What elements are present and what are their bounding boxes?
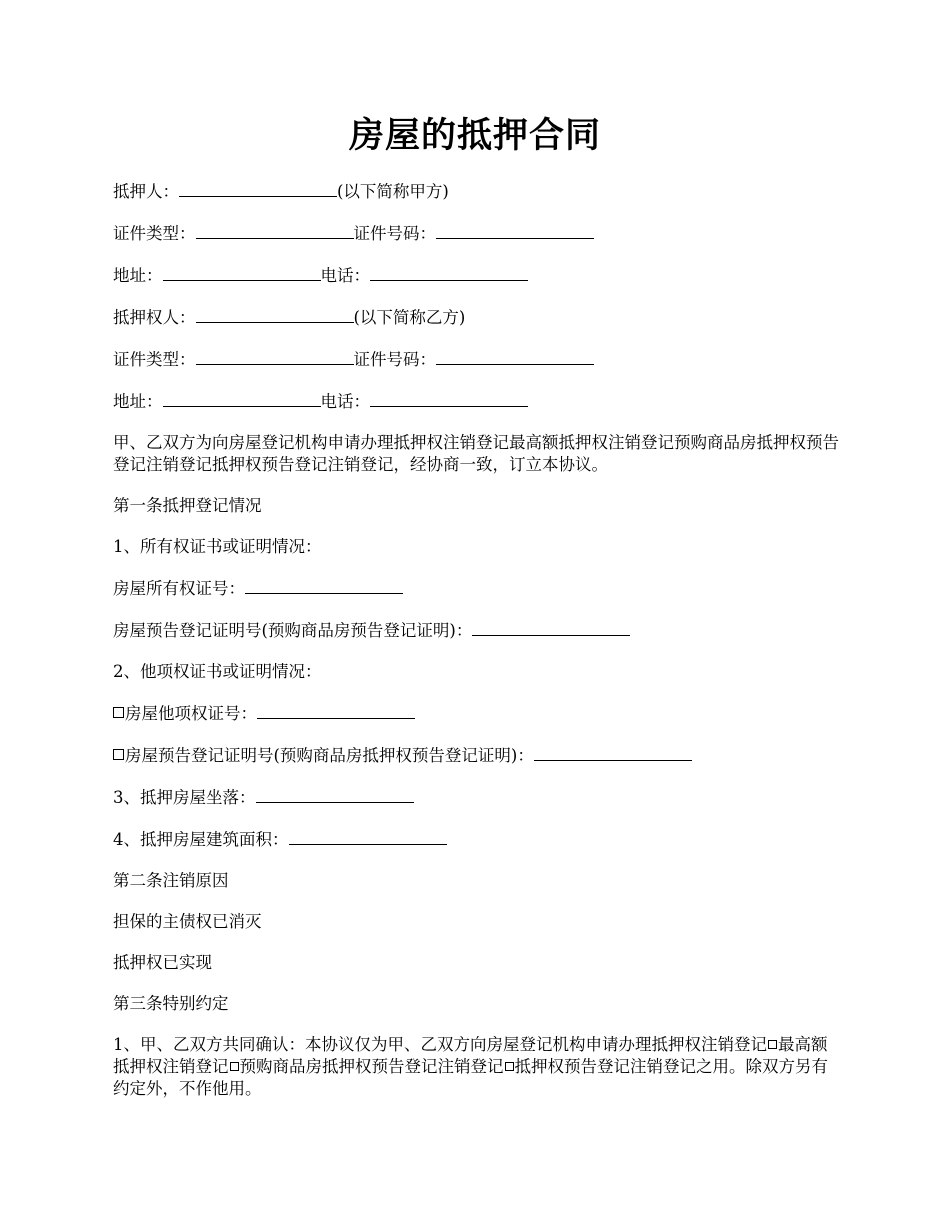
checkbox-icon[interactable]	[230, 1062, 239, 1071]
article3-p1-part3: 预购商品房抵押权预告登记注销登记	[239, 1057, 504, 1076]
mortgagee-suffix: (以下简称乙方)	[353, 308, 466, 327]
presale-cert-line	[113, 619, 841, 642]
presale-cert-blank	[472, 619, 630, 636]
presale-mortgage-label: 房屋预告登记证明号(预购商品房抵押权预告登记证明)：	[125, 746, 534, 765]
article1-item2: 2、他项权证书或证明情况：	[113, 662, 322, 681]
mortgagee-id-line	[113, 348, 841, 371]
mortgagor-address-line	[113, 264, 841, 287]
article3-heading: 第三条特别约定	[113, 994, 229, 1013]
presale-mortgage-blank	[534, 744, 692, 761]
mortgagor-id-number-blank	[436, 222, 594, 239]
mortgagee-name-blank	[196, 306, 354, 323]
mortgagor-phone-label: 电话：	[320, 266, 370, 285]
mortgagor-id-type-blank	[196, 222, 354, 239]
other-right-blank	[257, 702, 415, 719]
article2-reason2: 抵押权已实现	[113, 953, 212, 972]
checkbox-icon[interactable]	[505, 1062, 514, 1071]
mortgagee-id-type-blank	[196, 348, 354, 365]
house-cert-blank	[245, 577, 403, 594]
mortgagee-address-blank	[163, 390, 321, 407]
mortgagee-phone-blank	[370, 390, 528, 407]
mortgagee-id-number-label: 证件号码：	[353, 350, 436, 369]
article1-heading: 第一条抵押登记情况	[113, 496, 262, 515]
area-line	[113, 828, 841, 851]
presale-cert-label: 房屋预告登记证明号(预购商品房预告登记证明)：	[113, 621, 473, 640]
mortgagor-phone-blank	[370, 264, 528, 281]
article3-p1-part1: 1、甲、乙双方共同确认：本协议仅为甲、乙双方向房屋登记机构申请办理抵押权注销登记	[113, 1035, 767, 1054]
mortgagor-suffix: (以下简称甲方)	[337, 182, 449, 201]
area-blank	[289, 828, 447, 845]
checkbox-icon[interactable]	[113, 749, 124, 760]
mortgagee-id-type-label: 证件类型：	[113, 350, 196, 369]
document-body	[113, 180, 841, 1119]
mortgagor-address-label: 地址：	[113, 266, 163, 285]
article2-reason1: 担保的主债权已消灭	[113, 912, 262, 931]
mortgagor-id-type-label: 证件类型：	[113, 224, 196, 243]
article2-heading: 第二条注销原因	[113, 871, 229, 890]
mortgagor-line	[113, 180, 841, 203]
house-cert-label: 房屋所有权证号：	[113, 579, 245, 598]
mortgagor-name-blank	[179, 180, 337, 197]
mortgagor-address-blank	[163, 264, 321, 281]
checkbox-icon[interactable]	[768, 1040, 777, 1049]
article3-p1-part4: 抵押权预告登记注销登记之用。除双方另有约定外，不作他用。	[113, 1057, 828, 1098]
area-label: 4、抵押房屋建筑面积：	[113, 830, 289, 849]
other-right-label: 房屋他项权证号：	[125, 704, 257, 723]
mortgagor-label: 抵押人：	[113, 182, 179, 201]
article1-item1: 1、所有权证书或证明情况：	[113, 537, 322, 556]
document-title: 房屋的抵押合同	[348, 115, 601, 156]
mortgagee-address-label: 地址：	[113, 392, 163, 411]
checkbox-icon[interactable]	[113, 707, 124, 718]
intro-paragraph: 甲、乙双方为向房屋登记机构申请办理抵押权注销登记最高额抵押权注销登记预购商品房抵押权预告登记注销登记抵押权预告登记注销登记，经协商一致，订立本协议。	[113, 433, 839, 474]
mortgagee-phone-label: 电话：	[320, 392, 370, 411]
article3-paragraph1	[113, 1034, 841, 1100]
mortgagor-id-line	[113, 222, 841, 245]
location-blank	[256, 786, 414, 803]
house-cert-line	[113, 577, 841, 600]
mortgagee-line	[113, 306, 841, 329]
mortgagee-label: 抵押权人：	[113, 308, 196, 327]
location-line	[113, 786, 841, 809]
location-label: 3、抵押房屋坐落：	[113, 788, 256, 807]
mortgagee-address-line	[113, 390, 841, 413]
presale-mortgage-line	[113, 744, 841, 767]
other-right-line	[113, 702, 841, 725]
mortgagor-id-number-label: 证件号码：	[353, 224, 436, 243]
mortgagee-id-number-blank	[436, 348, 594, 365]
article3-p1-part2: 最高额抵押权注销登记	[113, 1035, 828, 1076]
